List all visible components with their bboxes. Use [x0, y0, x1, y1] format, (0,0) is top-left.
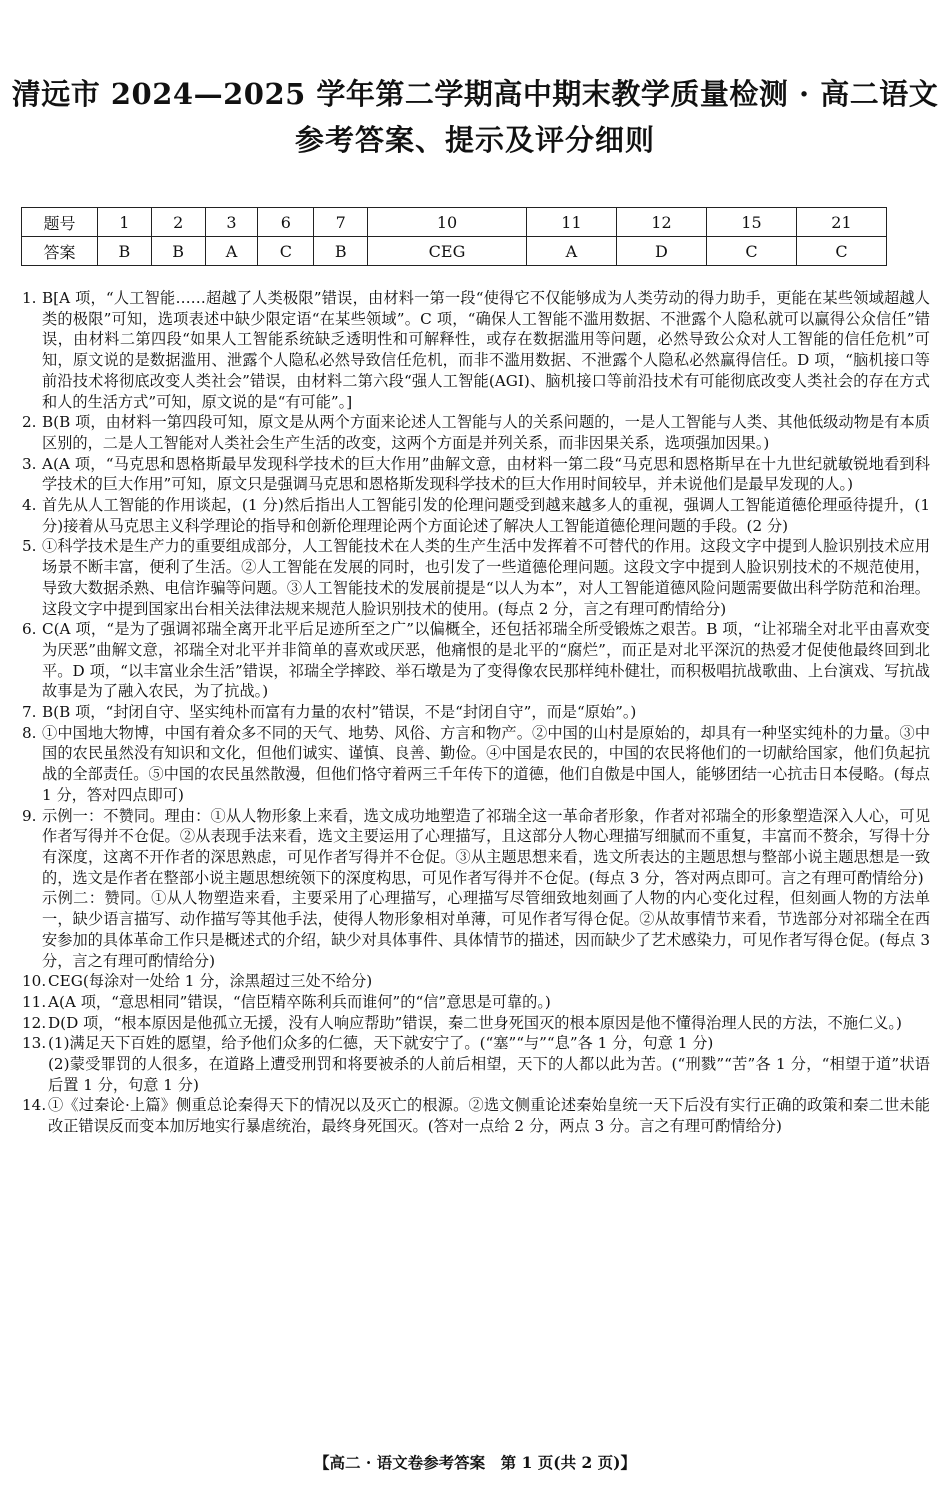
item-text: 示例一：不赞同。理由：①从人物形象上来看，选文成功地塑造了祁瑞全这一革命者形象，作者对祁瑞全的形象塑造深入人心，可见作者写得并不仓促。②从表现手法来看，选文主要运用了心理描写，且这部分人物心理描写细腻而不重复，丰富而不赘余，写得十分有深度，这离不开作者的深思熟虑，可见作者写得并不仓促。③从主题思想来看，选文所表达的主题思想与整部小说主题思想是一致的，选文是作者在整部小说主题思想统领下的深度构思，可见作者写得并不仓促。(每点 3 分，答对两点即可。言之有理可酌情给分) [42, 806, 930, 887]
question-number: 15 [706, 208, 796, 237]
answer-cell: A [526, 237, 616, 266]
question-number: 21 [796, 208, 886, 237]
explanation-item [22, 1013, 930, 1034]
item-number: 7. [22, 703, 37, 722]
question-number: 6 [258, 208, 314, 237]
explanation-item [22, 971, 930, 992]
item-number: 6. [22, 620, 37, 639]
explanation-item [22, 702, 930, 723]
explanation-item [22, 806, 930, 972]
item-text: ①科学技术是生产力的重要组成部分，人工智能技术在人类的生产生活中发挥着不可替代的作用。这段文字中提到人脸识别技术应用场景不断丰富，便利了生活。②人工智能在发展的同时，也引发了一些道德伦理问题。这段文字中提到人脸识别技术的不规范使用，导致大数据杀熟、电信诈骗等问题。③人工智能技术的发展前提是“以人为本”，对人工智能道德风险问题需要做出科学防范和治理。这段文字中提到国家出台相关法律法规来规范人脸识别技术的使用。(每点 2 分，言之有理可酌情给分) [42, 537, 930, 618]
page-title: 清远市 2024—2025 学年第二学期高中期末教学质量检测 · 高二语文 [11, 77, 939, 111]
item-text: ①《过秦论·上篇》侧重总论秦得天下的情况以及灭亡的根源。②选文侧重论述秦始皇统一天下后没有实行正确的政策和秦二世未能改正错误反而变本加厉地实行暴虐统治，最终身死国灭。(答对一点给 2 分，两点 3 分。言之有理可酌情给分) [48, 1096, 930, 1136]
item-text: C(A 项，“是为了强调祁瑞全离开北平后足迹所至之广”以偏概全，还包括祁瑞全所受锻炼之艰苦。B 项，“让祁瑞全对北平由喜欢变为厌恶”曲解文意，祁瑞全对北平并非简单的喜欢或厌恶，他痛恨的是北平的“腐烂”，而正是对北平深沉的热爱才促使他最终回到北平。D 项，“以丰富业余生活”错误，祁瑞全学摔跤、举石墩是为了变得像农民那样纯朴健壮，而积极唱抗战歌曲、上台演戏、写抗战故事是为了融入农民，为了抗战。) [42, 620, 930, 701]
item-number: 14. [22, 1096, 47, 1115]
item-text: D(D 项，“根本原因是他孤立无援，没有人响应帮助”错误，秦二世身死国灭的根本原因是他不懂得治理人民的方法，不施仁义。) [48, 1013, 902, 1032]
item-number: 5. [22, 537, 37, 556]
answer-cell: A [205, 237, 258, 266]
question-number: 10 [368, 208, 527, 237]
answer-row [22, 237, 887, 266]
question-number: 7 [314, 208, 368, 237]
explanation-item [22, 992, 930, 1013]
question-number: 11 [526, 208, 616, 237]
item-number: 13. [22, 1034, 47, 1053]
answer-cell: C [258, 237, 314, 266]
item-text-example-2: 示例二：赞同。①从人物塑造来看，主要采用了心理描写，心理描写尽管细致地刻画了人物的内心变化过程，但刻画人物的方法单一，缺少语言描写、动作描写等其他手法，使得人物形象相对单薄，可见作者写得仓促。②从故事情节来看，节选部分对祁瑞全在西安参加的具体革命工作只是概述式的介绍，缺少对具体事件、具体情节的描述，因而缺少了艺术感染力，可见作者写得仓促。(每点 3 分，言之有理可酌情给分) [42, 889, 930, 970]
item-number: 9. [22, 806, 37, 825]
page-subtitle: 参考答案、提示及评分细则 [294, 123, 655, 157]
question-number: 2 [151, 208, 205, 237]
answer-cell: B [314, 237, 368, 266]
answer-cell: C [706, 237, 796, 266]
item-number: 8. [22, 723, 37, 742]
question-number: 3 [205, 208, 258, 237]
explanation-item [22, 619, 930, 702]
explanation-item [22, 495, 930, 536]
item-number: 4. [22, 496, 37, 515]
item-number: 1. [22, 289, 37, 307]
answer-cell: D [616, 237, 706, 266]
answer-cell: B [98, 237, 152, 266]
row-label-answer: 答案 [22, 237, 98, 266]
explanation-item [22, 412, 930, 453]
answer-cell: B [151, 237, 205, 266]
item-number: 12. [22, 1013, 47, 1032]
question-number: 12 [616, 208, 706, 237]
item-text: B(B 项，“封闭自守、坚实纯朴而富有力量的农村”错误，不是“封闭自守”，而是“原始”。) [42, 703, 637, 722]
explanation-item [22, 1033, 930, 1095]
item-number: 10. [22, 972, 47, 991]
item-text-part-2: (2)蒙受罪罚的人很多，在道路上遭受刑罚和将要被杀的人前后相望，天下的人都以此为苦。(“刑戮”“苦”各 1 分，“相望于道”状语后置 1 分，句意 1 分) [48, 1055, 930, 1094]
item-number: 2. [22, 413, 37, 432]
explanation-item [22, 288, 930, 412]
explanation-item [22, 723, 930, 806]
answer-cell: CEG [368, 237, 527, 266]
row-label-question: 题号 [22, 208, 98, 237]
item-text: B(B 项，由材料一第四段可知，原文是从两个方面来论述人工智能与人的关系问题的，一是人工智能与人类、其他低级动物是有本质区别的，二是人工智能对人类社会生产生活的改变，这两个方面是并列关系，而非因果关系，选项强加因果。) [42, 413, 930, 452]
item-text: (1)满足天下百姓的愿望，给予他们众多的仁德，天下就安宁了。(“塞”“与”“息”各 1 分，句意 1 分) [48, 1034, 714, 1053]
explanation-item [22, 1095, 930, 1136]
item-text: ①中国地大物博，中国有着众多不同的天气、地势、风俗、方言和物产。②中国的山村是原始的，却具有一种坚实纯朴的力量。③中国的农民虽然没有知识和文化，但他们诚实、谨慎、良善、勤俭。④中国是农民的，中国的农民将他们的一切献给国家，他们负起抗战的全部责任。⑤中国的农民虽然散漫，但他们恪守着两三千年传下的道德，他们自傲是中国人，能够团结一心抗击日本侵略。(每点 1 分，答对四点即可) [42, 723, 930, 804]
answer-table [21, 207, 887, 266]
item-text: A(A 项，“马克思和恩格斯最早发现科学技术的巨大作用”曲解文意，由材料一第二段“马克思和恩格斯早在十九世纪就敏锐地看到科学技术的巨大作用”可知，原文只是强调马克思和恩格斯发现科学技术的巨大作用时间较早，并未说他们是最早发现的人。) [42, 454, 930, 494]
item-text: A(A 项，“意思相同”错误，“信臣精卒陈利兵而谁何”的“信”意思是可靠的。) [48, 992, 551, 1011]
item-text: B[A 项，“人工智能……超越了人类极限”错误，由材料一第一段“使得它不仅能够成为人类劳动的得力助手，更能在某些领域超越人类的极限”可知，选项表述中缺少限定语“在某些领域”。C 项，“确保人工智能不滥用数据、不泄露个人隐私就可以赢得公众信任”错误，由材料二第四段“如果人工智能系统缺乏透明性和可解释性，或存在数据滥用等问题，必然导致公众对人工智能的信任危机”可知，原文说的是数据滥用、泄露个人隐私必然导致信任危机，而非不滥用数据、不泄露个人隐私必然赢得信任。D 项，“脑机接口等前沿技术将彻底改变人类社会”错误，由材料二第六段“强人工智能(AGI)、脑机接口等前沿技术有可能彻底改变人类社会的存在方式和人的生活方式”可知，原文说的是“有可能”。] [42, 289, 930, 411]
answer-explanations [22, 288, 930, 1137]
item-text: 首先从人工智能的作用谈起，(1 分)然后指出人工智能引发的伦理问题受到越来越多人的重视，强调人工智能道德伦理亟待提升，(1 分)接着从马克思主义科学理论的指导和创新伦理理论两个方面论述了解决人工智能道德伦理问题的手段。(2 分) [42, 496, 930, 535]
explanation-item [22, 454, 930, 495]
item-text: CEG(每涂对一处给 1 分，涂黑超过三处不给分) [48, 972, 373, 991]
item-number: 3. [22, 454, 37, 473]
question-row [22, 208, 887, 237]
page-footer: 【高二 · 语文卷参考答案 第 1 页(共 2 页)】 [313, 1453, 636, 1472]
question-number: 1 [98, 208, 152, 237]
item-number: 11. [22, 992, 47, 1011]
answer-cell: C [796, 237, 886, 266]
explanation-item [22, 536, 930, 619]
